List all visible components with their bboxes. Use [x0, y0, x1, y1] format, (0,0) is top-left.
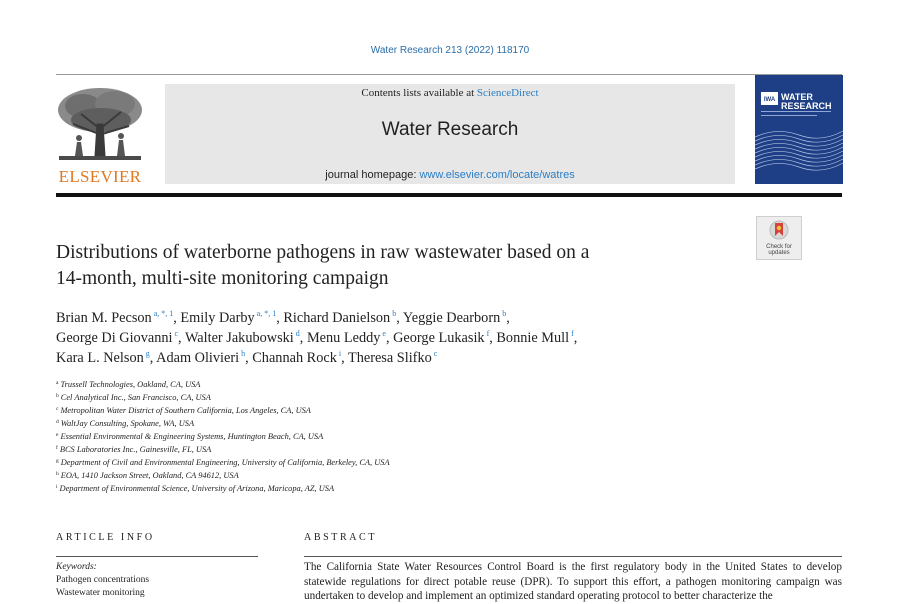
- author-affiliation-mark[interactable]: b: [392, 309, 397, 318]
- author-affiliation-mark[interactable]: i: [338, 349, 342, 358]
- keyword-item: Wastewater monitoring: [56, 588, 145, 598]
- abstract-text: The California State Water Resources Control Board is the first regulatory body in the United States to develop statewide regulations for direct potable reuse (DPR). To support this effort, a pathogen monitoring campaign was undertaken to develop and implement an optimized standard operating protocol to better characterize the: [304, 561, 842, 602]
- author-name[interactable]: Adam Olivieri: [156, 350, 240, 366]
- affiliation-mark: e: [56, 432, 59, 438]
- affiliation-item: [56, 482, 756, 495]
- affiliation-mark: i: [56, 484, 58, 490]
- author-name[interactable]: Menu Leddy: [306, 330, 381, 346]
- journal-cover-image[interactable]: [755, 75, 843, 184]
- author-name[interactable]: Theresa Slifko: [347, 350, 432, 366]
- crossmark-icon: [769, 220, 789, 242]
- affiliation-text: Metropolitan Water District of Southern California, Los Angeles, CA, USA: [60, 406, 311, 415]
- elsevier-wordmark: ELSEVIER: [58, 167, 142, 186]
- affiliation-text: WaltJay Consulting, Spokane, WA, USA: [60, 419, 195, 428]
- affiliation-text: Department of Civil and Environmental Engineering, University of California, Berkeley, CA, USA: [60, 458, 390, 467]
- svg-text:IWA: IWA: [763, 97, 776, 103]
- keywords-label: Keywords:: [56, 562, 97, 572]
- author-name[interactable]: Brian M. Pecson: [56, 310, 152, 326]
- header-thick-rule: [56, 193, 842, 197]
- affiliation-text: Trussell Technologies, Oakland, CA, USA: [60, 380, 201, 389]
- affiliation-item: [56, 417, 756, 430]
- header-top-rule: [56, 74, 842, 75]
- affiliation-item: [56, 469, 756, 482]
- author-affiliation-mark[interactable]: e: [382, 329, 386, 338]
- author-list: [56, 308, 756, 368]
- affiliation-item: [56, 404, 756, 417]
- author-separator: ,: [396, 310, 403, 326]
- author-affiliation-mark[interactable]: h: [241, 349, 246, 358]
- author-line: [56, 308, 756, 328]
- affiliation-text: Department of Environmental Science, University of Arizona, Maricopa, AZ, USA: [59, 484, 335, 493]
- author-separator: ,: [506, 310, 510, 326]
- abstract-rule: [304, 556, 842, 557]
- author-name[interactable]: Walter Jakubowski: [184, 330, 294, 346]
- journal-homepage-link[interactable]: www.elsevier.com/locate/watres: [419, 169, 575, 181]
- author-affiliation-mark[interactable]: f: [486, 329, 490, 338]
- affiliation-mark: g: [56, 458, 59, 464]
- author-separator: ,: [385, 330, 394, 346]
- author-separator: ,: [276, 310, 284, 326]
- affiliation-text: EOA, 1410 Jackson Street, Oakland, CA 94612, USA: [60, 471, 239, 480]
- author-affiliation-mark[interactable]: a, *, 1: [256, 309, 277, 318]
- author-separator: ,: [245, 350, 253, 366]
- author-name[interactable]: Yeggie Dearborn: [402, 310, 501, 326]
- affiliation-mark: b: [56, 393, 59, 399]
- author-affiliation-mark[interactable]: f: [571, 329, 574, 338]
- cover-title-line2: RESEARCH: [781, 101, 832, 111]
- homepage-prefix: journal homepage:: [325, 169, 420, 181]
- article-info-rule: [56, 556, 258, 557]
- author-affiliation-mark[interactable]: a, *, 1: [153, 309, 174, 318]
- article-info-heading: ARTICLE INFO: [56, 532, 155, 543]
- affiliation-item: [56, 391, 756, 404]
- author-line: [56, 348, 756, 368]
- crossmark-label-line2: updates: [768, 250, 790, 256]
- author-separator: ,: [341, 350, 348, 366]
- author-affiliation-mark[interactable]: d: [295, 329, 300, 338]
- author-name[interactable]: Bonnie Mull: [496, 330, 570, 346]
- cover-title: [781, 93, 841, 111]
- author-name[interactable]: Kara L. Nelson: [56, 350, 144, 366]
- author-name[interactable]: Channah Rock: [252, 350, 337, 366]
- author-separator: ,: [573, 330, 578, 346]
- paper-title-line1: Distributions of waterborne pathogens in raw wastewater based on a: [56, 242, 590, 263]
- author-separator: ,: [178, 330, 185, 346]
- affiliation-item: [56, 430, 756, 443]
- crossmark-label-line1: Check for: [766, 244, 792, 250]
- affiliation-mark: h: [56, 471, 59, 477]
- crossmark-label: [757, 244, 801, 256]
- author-name[interactable]: George Di Giovanni: [56, 330, 173, 346]
- author-affiliation-mark[interactable]: b: [502, 309, 507, 318]
- affiliation-text: Cel Analytical Inc., San Francisco, CA, USA: [60, 393, 211, 402]
- journal-citation[interactable]: Water Research 213 (2022) 118170: [370, 45, 530, 56]
- affiliation-text: BCS Laboratories Inc., Gainesville, FL, USA: [59, 445, 212, 454]
- author-separator: ,: [149, 350, 157, 366]
- paper-title-line2: 14-month, multi-site monitoring campaign: [56, 268, 389, 289]
- author-name[interactable]: Richard Danielson: [283, 310, 391, 326]
- keywords-block: [56, 561, 266, 600]
- affiliation-text: Essential Environmental & Engineering Systems, Huntington Beach, CA, USA: [60, 432, 324, 441]
- contents-line: [165, 87, 735, 99]
- affiliation-mark: f: [56, 445, 58, 451]
- contents-prefix: Contents lists available at: [361, 87, 477, 99]
- author-affiliation-mark[interactable]: g: [145, 349, 150, 358]
- author-separator: ,: [299, 330, 307, 346]
- author-separator: ,: [173, 310, 181, 326]
- check-for-updates-button[interactable]: [756, 216, 802, 260]
- author-line: [56, 328, 756, 348]
- author-name[interactable]: George Lukasik: [393, 330, 485, 346]
- affiliation-mark: c: [56, 406, 59, 412]
- keyword-item: Pathogen concentrations: [56, 575, 150, 585]
- author-affiliation-mark[interactable]: c: [174, 329, 179, 338]
- author-name[interactable]: Emily Darby: [180, 310, 255, 326]
- affiliation-item: [56, 378, 756, 391]
- paper-title: [56, 240, 746, 292]
- affiliation-mark: a: [56, 380, 59, 386]
- cover-title-line1: WATER: [781, 92, 813, 102]
- affiliation-item: [56, 443, 756, 456]
- journal-title: Water Research: [381, 119, 519, 140]
- affiliation-list: [56, 378, 756, 495]
- author-affiliation-mark[interactable]: c: [433, 349, 438, 358]
- abstract-heading: ABSTRACT: [304, 532, 378, 543]
- author-separator: ,: [489, 330, 497, 346]
- sciencedirect-link[interactable]: ScienceDirect: [476, 87, 539, 99]
- affiliation-item: [56, 456, 756, 469]
- affiliation-mark: d: [56, 419, 59, 425]
- homepage-line: [165, 169, 735, 181]
